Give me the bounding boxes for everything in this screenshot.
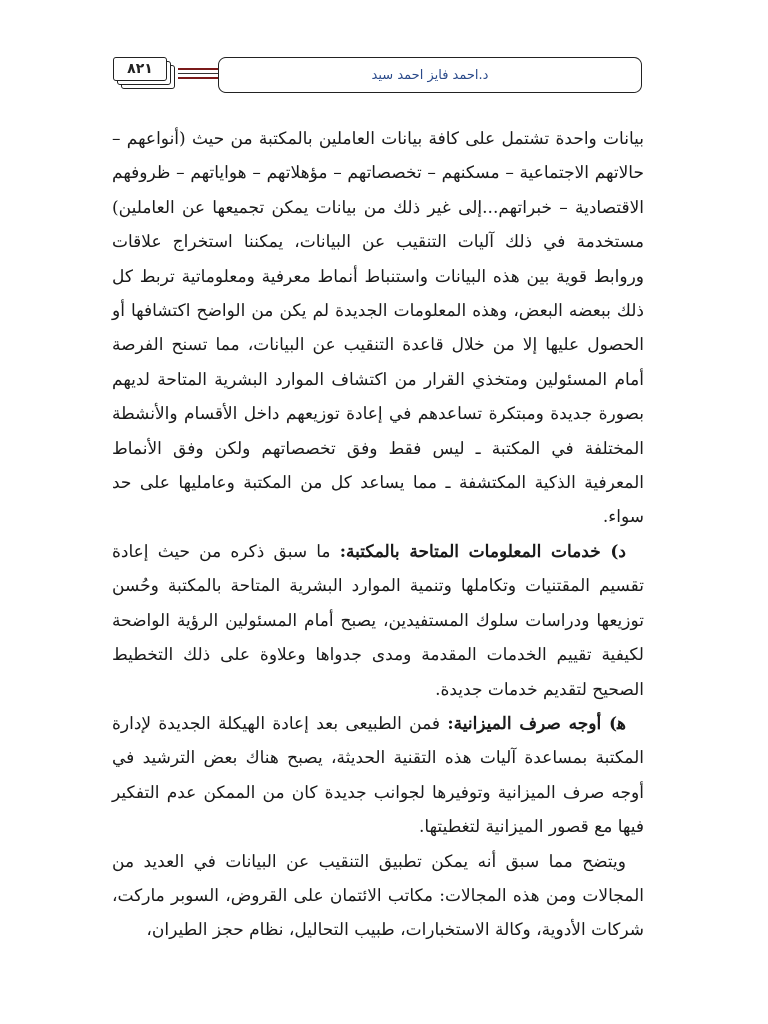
page-number-box (112, 56, 176, 90)
section-heading-budget-spending: ﻫ) أوجه صرف الميزانية: (447, 713, 626, 734)
paragraph-applications: ويتضح مما سبق أنه يمكن تطبيق التنقيب عن البيانات في العديد من المجالات ومن هذه المجالات: مكاتب الائتمان على القروض، السوبر ماركت، شركات الأدوية، وكالة الاستخبارات، طبيب التحاليل، نظام حجز الطيران، (112, 851, 644, 941)
page-number: ٨٢١ (113, 57, 167, 81)
paragraph-text: فمن الطبيعى بعد إعادة الهيكلة الجديدة لإدارة المكتبة بمساعدة آليات هذه التقنية الحديثة، يصبح هناك بعض الترشيد في أوجه صرف الميزانية وتوفيرها لجوانب جديدة كان من الممكن عدم التفكير فيها مع قصور الميزانية لتغطيتها. (112, 713, 644, 838)
paragraph-text: ما سبق ذكره من حيث إعادة تقسيم المقتنيات وتكاملها وتنمية الموارد البشرية المتاحة بالمكتبة وحُسن توزيعها ودراسات سلوك المستفيدين، يصبح أمام المسئولين الرؤية الواضحة لكيفية تقييم الخدمات المقدمة ومدى جدواها وعلاوة على ذلك التخطيط الصحيح لتقديم خدمات جديدة. (112, 541, 644, 700)
paragraph-budget-spending (112, 707, 644, 845)
page-body (112, 122, 644, 948)
paragraph-employees-data: بيانات واحدة تشتمل على كافة بيانات العاملين بالمكتبة من حيث (أنواعهم – حالاتهم الاجتماعية – مسكنهم – تخصصاتهم – مؤهلاتهم – هواياتهم – ظروفهم الاقتصادية – خبراتهم...إلى غير ذلك من بيانات يمكن تجميعها عن العاملين) مستخدمة في ذلك آليات التنقيب عن البيانات، يمكننا استخراج علاقات وروابط قوية بين هذه البيانات واستنباط أنماط معرفية ومعلوماتية تربط كل ذلك ببعضه البعض، وهذه المعلومات الجديدة لم يكن من الواضح اكتشافها أو الحصول عليها إلا من خلال قاعدة التنقيب عن البيانات، مما تسنح الفرصة أمام المسئولين ومتخذي القرار من اكتشاف الموارد البشرية المتاحة لديهم بصورة جديدة ومبتكرة تساعدهم في إعادة توزيعهم داخل الأقسام والأنشطة المختلفة في المكتبة ـ ليس فقط وفق تخصصاتهم ولكن وفق الأنماط المعرفية الذكية المكتشفة ـ مما يساعد كل من المكتبة وعامليها على حد سواء. (112, 129, 644, 528)
header-divider-line (178, 77, 220, 79)
section-heading-information-services: د) خدمات المعلومات المتاحة بالمكتبة: (339, 541, 626, 562)
author-name: د.احمد فايز احمد سيد (218, 57, 642, 93)
header-divider-line (178, 68, 220, 70)
header-divider-line (178, 73, 220, 74)
paragraph-information-services (112, 535, 644, 707)
page-header (112, 56, 640, 94)
